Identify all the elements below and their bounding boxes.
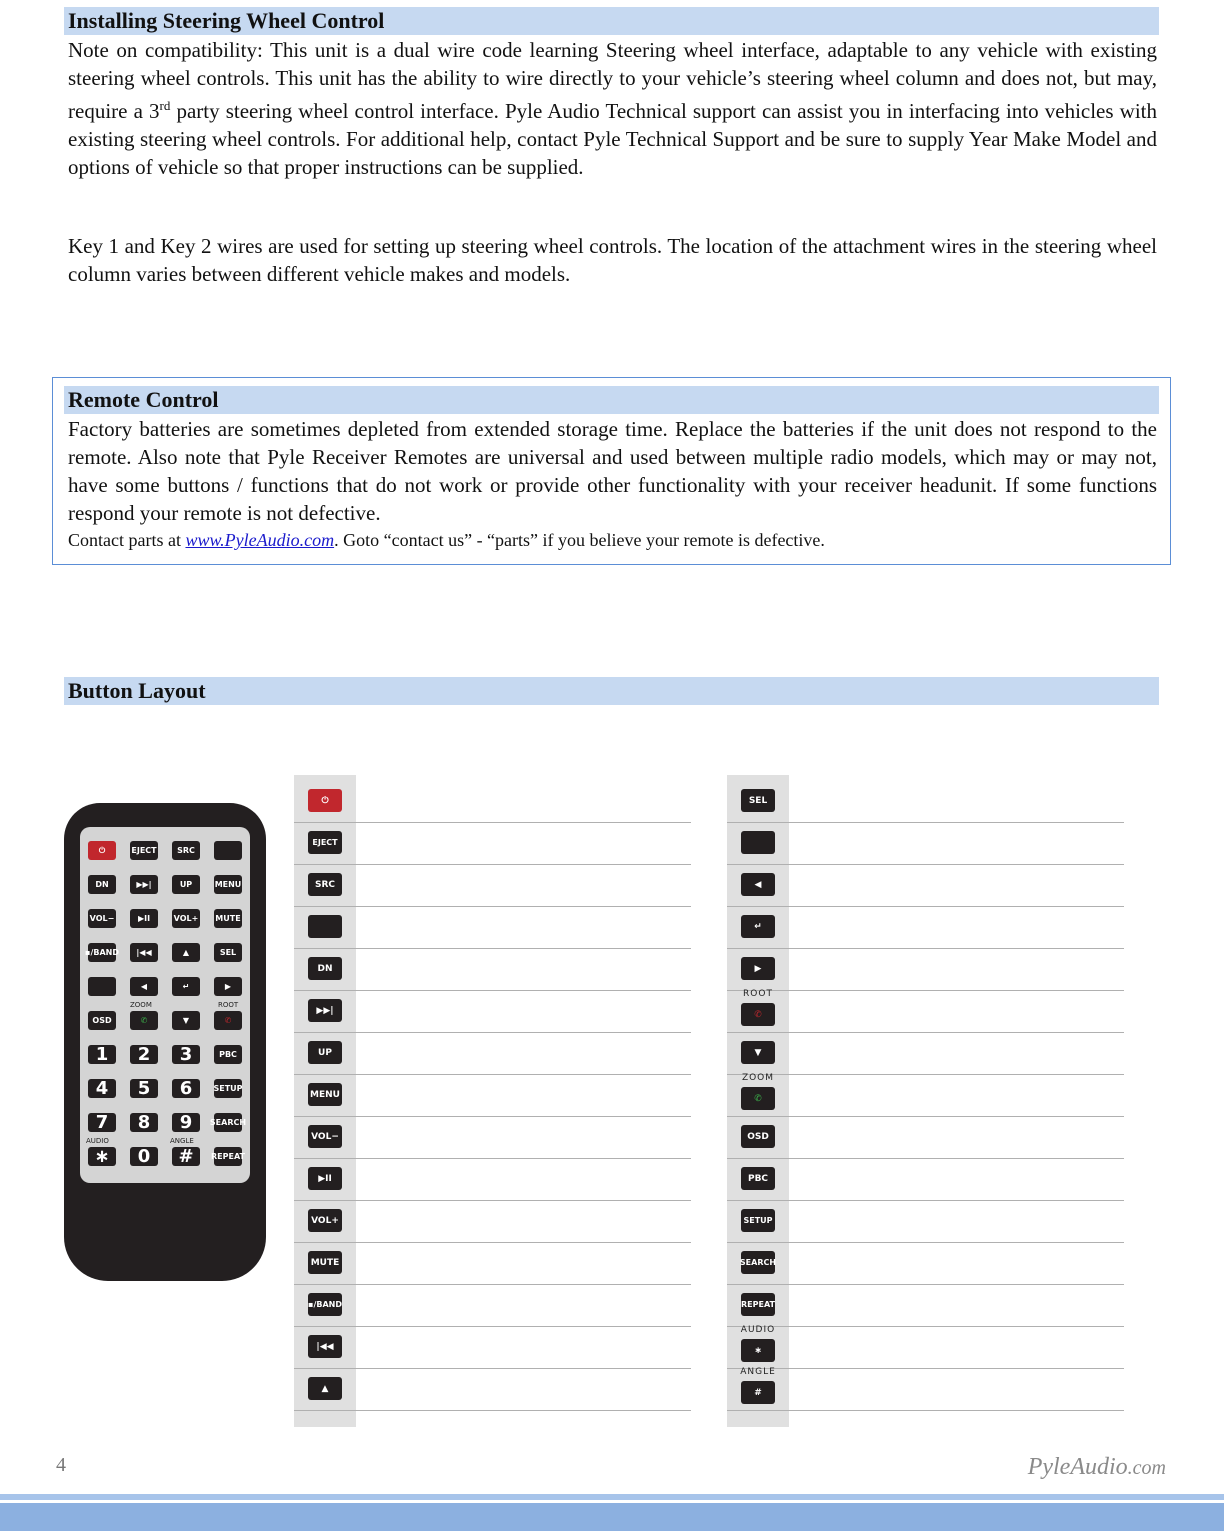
button-layout-row <box>727 991 1124 1033</box>
remote-key: ▶II <box>308 1167 342 1190</box>
remote-key: ◀ <box>741 873 775 896</box>
button-layout-row <box>294 1201 691 1243</box>
remote-key: PBC <box>214 1045 242 1064</box>
remote-key: SRC <box>308 873 342 896</box>
remote-key <box>741 831 775 854</box>
section-heading-button-layout: Button Layout <box>64 677 1159 705</box>
remote-key: UP <box>308 1041 342 1064</box>
remote-key: REPEAT <box>214 1147 242 1166</box>
remote-key: MUTE <box>214 909 242 928</box>
remote-key-panel <box>80 827 250 1183</box>
remote-key-label: ANGLE <box>740 1367 776 1377</box>
button-layout-row <box>294 949 691 991</box>
remote-key: EJECT <box>308 831 342 854</box>
remote-key-label: AUDIO <box>740 1325 776 1335</box>
button-layout-row <box>294 865 691 907</box>
remote-parts-paragraph: Contact parts at www.PyleAudio.com. Goto “contact us” - “parts” if you believe your remote is defective. <box>68 530 825 550</box>
remote-key: DN <box>308 957 342 980</box>
remote-key: ✆ <box>741 1003 775 1026</box>
remote-key: ▪/BAND <box>308 1293 342 1316</box>
remote-key: VOL− <box>308 1125 342 1148</box>
remote-key: PBC <box>741 1167 775 1190</box>
footer-brand: PyleAudio.com <box>1027 1454 1166 1480</box>
remote-key: ∗ <box>88 1147 116 1166</box>
button-layout-row <box>294 1327 691 1369</box>
button-layout-row <box>294 1075 691 1117</box>
remote-key: VOL− <box>88 909 116 928</box>
remote-key-label: ZOOM <box>741 1073 775 1083</box>
remote-key: ▶II <box>130 909 158 928</box>
remote-key: ▼ <box>741 1041 775 1064</box>
remote-key: UP <box>172 875 200 894</box>
button-layout-row <box>294 1117 691 1159</box>
remote-key: 5 <box>130 1079 158 1098</box>
button-layout-row <box>727 1075 1124 1117</box>
remote-key: ↵ <box>172 977 200 996</box>
remote-key <box>214 841 242 860</box>
remote-key: SRC <box>172 841 200 860</box>
remote-key-label: AUDIO <box>86 1137 109 1145</box>
remote-key: |◀◀ <box>130 943 158 962</box>
page-number: 4 <box>56 1454 66 1476</box>
remote-key: ↵ <box>741 915 775 938</box>
remote-key: # <box>741 1381 775 1404</box>
button-layout-row <box>727 1201 1124 1243</box>
remote-key: ▼ <box>172 1011 200 1030</box>
button-layout-row <box>727 823 1124 865</box>
remote-key: ▶▶| <box>308 999 342 1022</box>
button-layout-row <box>727 865 1124 907</box>
footer-bar-thin <box>0 1494 1224 1500</box>
remote-key: 2 <box>130 1045 158 1064</box>
remote-key: 4 <box>88 1079 116 1098</box>
remote-key: # <box>172 1147 200 1166</box>
steering-keys-paragraph: Key 1 and Key 2 wires are used for setting up steering wheel controls. The location of the attachment wires in the steering wheel column varies between different vehicle makes and models. <box>68 234 1157 286</box>
remote-key: MUTE <box>308 1251 342 1274</box>
remote-key <box>308 915 342 938</box>
steering-compat-paragraph: Note on compatibility: This unit is a dual wire code learning Steering wheel interface, adaptable to any vehicle with existing steering wheel controls. This unit has the ability to wire directly to your vehicle’s steering wheel column and does not, but may, require a 3rd party steering wheel control interface. Pyle Audio Technical support can assist you in interfacing into vehicles with existing steering wheel controls. For additional help, contact Pyle Technical Support and be sure to supply Year Make Model and options of vehicle so that proper instructions can be supplied. <box>68 38 1157 179</box>
remote-key: VOL+ <box>172 909 200 928</box>
remote-key: SEL <box>741 789 775 812</box>
remote-key-label: ROOT <box>218 1001 239 1009</box>
remote-key: ▲ <box>308 1377 342 1400</box>
button-layout-row <box>294 1243 691 1285</box>
remote-control-illustration <box>64 803 266 1281</box>
remote-key: ▲ <box>172 943 200 962</box>
remote-key: EJECT <box>130 841 158 860</box>
remote-key: OSD <box>88 1011 116 1030</box>
remote-key: 9 <box>172 1113 200 1132</box>
remote-key: ⏻ <box>88 841 116 860</box>
button-layout-row <box>727 1327 1124 1369</box>
remote-key: ▶ <box>214 977 242 996</box>
remote-key: SEARCH <box>741 1251 775 1274</box>
remote-key: MENU <box>214 875 242 894</box>
remote-key: 6 <box>172 1079 200 1098</box>
remote-key: SETUP <box>741 1209 775 1232</box>
section-heading-steering: Installing Steering Wheel Control <box>64 7 1159 35</box>
section-heading-remote: Remote Control <box>64 386 1159 414</box>
remote-key: OSD <box>741 1125 775 1148</box>
button-layout-row <box>294 781 691 823</box>
button-layout-row <box>727 781 1124 823</box>
remote-key <box>88 977 116 996</box>
remote-key: ∗ <box>741 1339 775 1362</box>
remote-key: SETUP <box>214 1079 242 1098</box>
remote-key: |◀◀ <box>308 1335 342 1358</box>
remote-key: MENU <box>308 1083 342 1106</box>
button-layout-row <box>294 1159 691 1201</box>
button-layout-row <box>727 1033 1124 1075</box>
remote-key: 8 <box>130 1113 158 1132</box>
button-layout-row <box>727 949 1124 991</box>
button-layout-row <box>294 823 691 865</box>
remote-key: ✆ <box>214 1011 242 1030</box>
remote-batteries-paragraph: Factory batteries are sometimes depleted from extended storage time. Replace the batteries if the unit does not respond to the remote. Also note that Pyle Receiver Remotes are universal and used between multiple radio models, which may or may not, have some buttons / functions that do not work or provide other functionality with your receiver headunit. If some functions respond your remote is not defective. <box>68 417 1157 525</box>
remote-key: SEARCH <box>214 1113 242 1132</box>
button-layout-row <box>294 1285 691 1327</box>
remote-key-label: ZOOM <box>130 1001 152 1009</box>
button-layout-row <box>727 1117 1124 1159</box>
button-layout-row <box>294 907 691 949</box>
remote-key: REPEAT <box>741 1293 775 1316</box>
button-layout-row <box>294 1033 691 1075</box>
remote-key-label: ROOT <box>743 989 773 999</box>
remote-key: 1 <box>88 1045 116 1064</box>
button-layout-row <box>727 907 1124 949</box>
remote-key: 3 <box>172 1045 200 1064</box>
button-layout-row <box>727 1159 1124 1201</box>
remote-key: ✆ <box>130 1011 158 1030</box>
button-layout-row <box>727 1369 1124 1411</box>
remote-key: SEL <box>214 943 242 962</box>
remote-key: ⏻ <box>308 789 342 812</box>
button-layout-row <box>727 1243 1124 1285</box>
remote-key: DN <box>88 875 116 894</box>
remote-key: VOL+ <box>308 1209 342 1232</box>
remote-key: 0 <box>130 1147 158 1166</box>
remote-key: ▶▶| <box>130 875 158 894</box>
footer-bar-thick <box>0 1503 1224 1531</box>
remote-key: ▶ <box>741 957 775 980</box>
button-layout-row <box>294 1369 691 1411</box>
remote-key: ✆ <box>741 1087 775 1110</box>
remote-key: ▪/BAND <box>88 943 116 962</box>
remote-key-label: ANGLE <box>170 1137 194 1145</box>
remote-key: 7 <box>88 1113 116 1132</box>
remote-key: ◀ <box>130 977 158 996</box>
button-layout-row <box>727 1285 1124 1327</box>
button-layout-row <box>294 991 691 1033</box>
pyleaudio-link[interactable]: www.PyleAudio.com <box>185 530 335 550</box>
